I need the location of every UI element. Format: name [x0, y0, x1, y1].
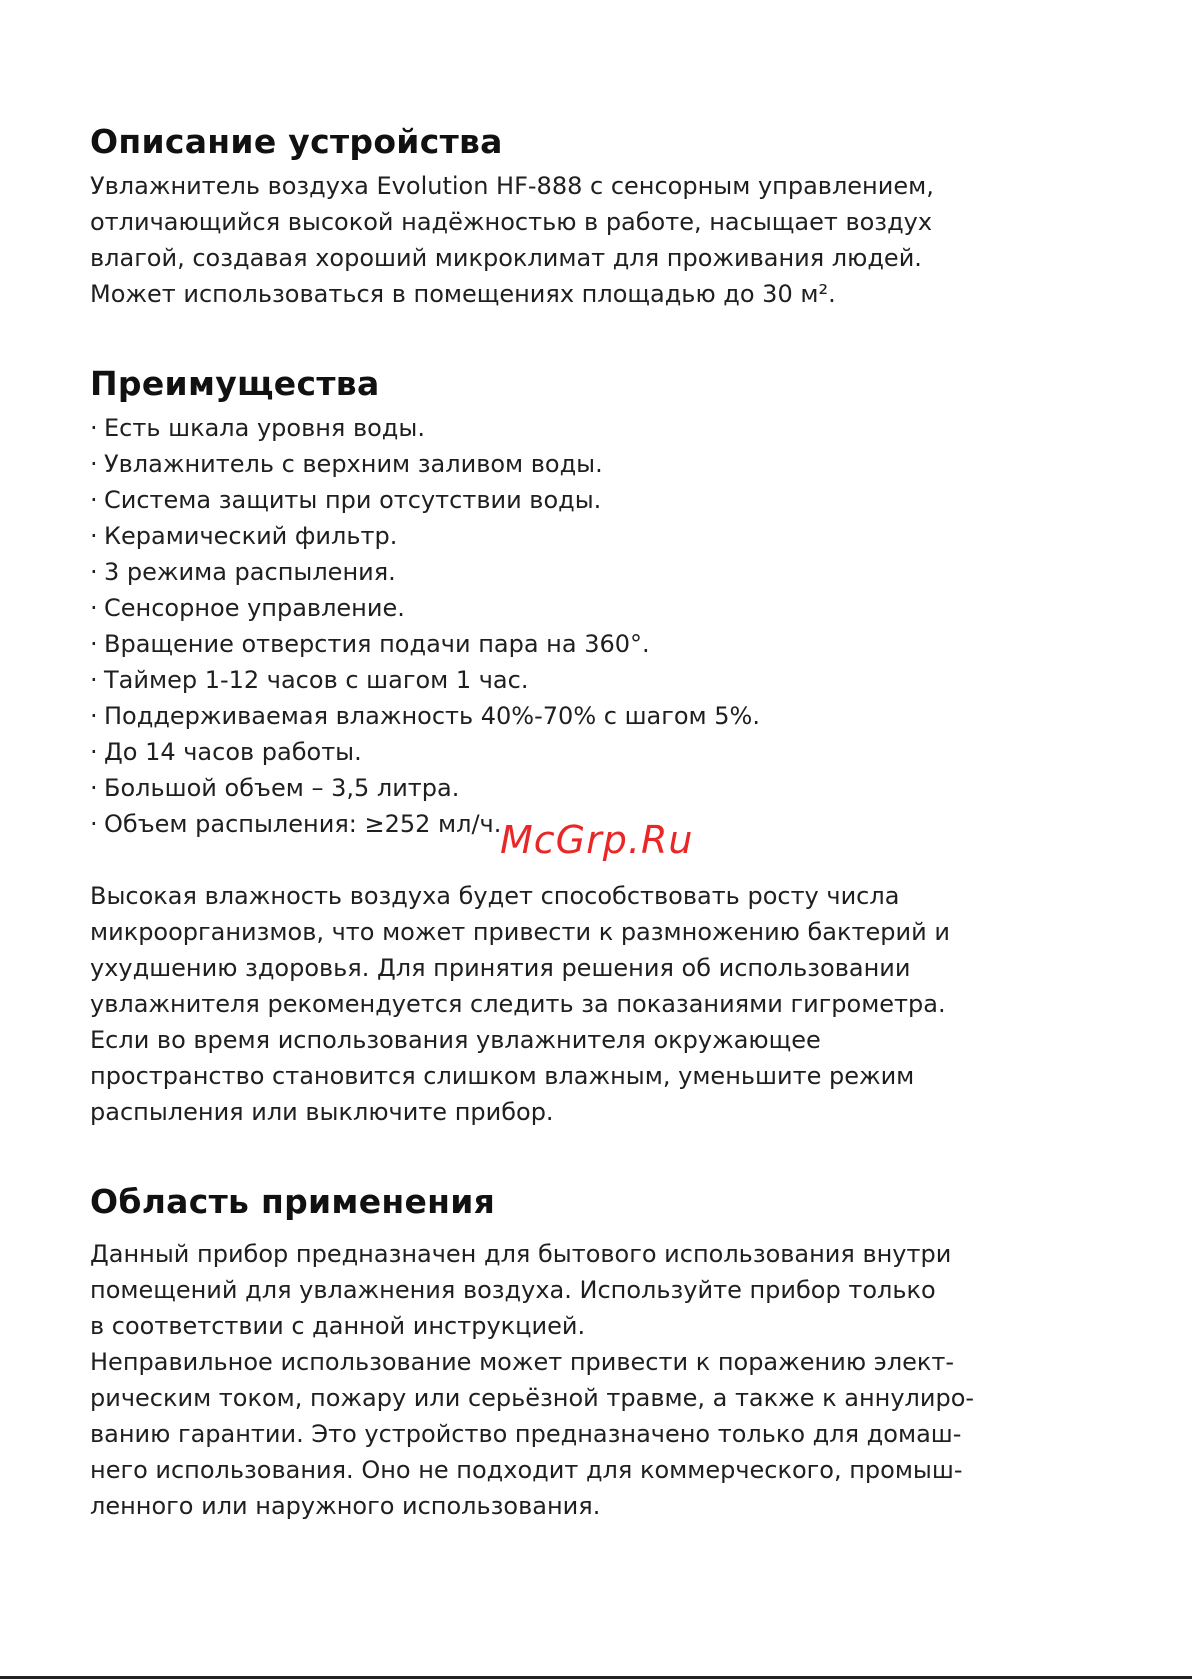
list-item [90, 698, 1110, 734]
spacer [90, 1130, 1110, 1182]
list-item [90, 554, 1110, 590]
list-item [90, 410, 1110, 446]
description-line: Может использоваться в помещениях площадью до 30 м². [90, 280, 836, 308]
list-item-text: 3 режима распыления. [104, 558, 396, 586]
warning-line: Если во время использования увлажнителя окружающее [90, 1026, 821, 1054]
bullet-icon: · [90, 414, 98, 442]
watermark-logo: McGrp.Ru [500, 818, 694, 862]
advantages-heading: Преимущества [90, 364, 380, 403]
usage-line: Неправильное использование может привести к поражению элект- [90, 1348, 955, 1376]
list-item-text: Таймер 1-12 часов с шагом 1 час. [104, 666, 529, 694]
list-item-text: Сенсорное управление. [104, 594, 405, 622]
usage-line: помещений для увлажнения воздуха. Используйте прибор только [90, 1276, 936, 1304]
list-item-text: До 14 часов работы. [104, 738, 362, 766]
usage-line: рическим током, пожару или серьёзной травме, а также к аннулиро- [90, 1384, 975, 1412]
list-item-text: Вращение отверстия подачи пара на 360°. [104, 630, 650, 658]
list-item [90, 662, 1110, 698]
list-item [90, 590, 1110, 626]
warning-line: Высокая влажность воздуха будет способствовать росту числа [90, 882, 900, 910]
usage-line: Данный прибор предназначен для бытового использования внутри [90, 1240, 952, 1268]
description-line: влагой, создавая хороший микроклимат для проживания людей. [90, 244, 922, 272]
list-item-text: Поддерживаемая влажность 40%-70% с шагом 5%. [104, 702, 760, 730]
bullet-icon: · [90, 486, 98, 514]
list-item [90, 770, 1110, 806]
usage-line: в соответствии с данной инструкцией. [90, 1312, 586, 1340]
warning-line: увлажнителя рекомендуется следить за показаниями гигрометра. [90, 990, 946, 1018]
list-item [90, 518, 1110, 554]
usage-line: ленного или наружного использования. [90, 1492, 601, 1520]
warning-section [90, 878, 1110, 1130]
bullet-icon: · [90, 774, 98, 802]
advantages-section [90, 364, 1110, 842]
list-item-text: Объем распыления: ≥252 мл/ч. [104, 810, 502, 838]
list-item [90, 482, 1110, 518]
description-line: Увлажнитель воздуха Evolution HF-888 с сенсорным управлением, [90, 172, 934, 200]
bullet-icon: · [90, 702, 98, 730]
usage-heading: Область применения [90, 1182, 496, 1221]
bullet-icon: · [90, 738, 98, 766]
bullet-icon: · [90, 666, 98, 694]
warning-line: пространство становится слишком влажным, уменьшите режим [90, 1062, 915, 1090]
description-heading: Описание устройства [90, 122, 503, 161]
bullet-icon: · [90, 450, 98, 478]
list-item-text: Есть шкала уровня воды. [104, 414, 425, 442]
warning-line: ухудшению здоровья. Для принятия решения об использовании [90, 954, 911, 982]
spacer [90, 312, 1110, 364]
list-item-text: Увлажнитель с верхним заливом воды. [104, 450, 603, 478]
bullet-icon: · [90, 522, 98, 550]
bullet-icon: · [90, 558, 98, 586]
list-item [90, 626, 1110, 662]
usage-section [90, 1182, 1110, 1524]
bullet-icon: · [90, 810, 98, 838]
list-item-text: Большой объем – 3,5 литра. [104, 774, 460, 802]
list-item-text: Керамический фильтр. [104, 522, 398, 550]
usage-line: ванию гарантии. Это устройство предназначено только для домаш- [90, 1420, 962, 1448]
usage-line: него использования. Оно не подходит для коммерческого, промыш- [90, 1456, 963, 1484]
warning-line: микроорганизмов, что может привести к размножению бактерий и [90, 918, 950, 946]
warning-line: распыления или выключите прибор. [90, 1098, 554, 1126]
description-line: отличающийся высокой надёжностью в работе, насыщает воздух [90, 208, 933, 236]
advantages-list [90, 410, 1110, 842]
list-item [90, 446, 1110, 482]
bullet-icon: · [90, 630, 98, 658]
description-section [90, 122, 1110, 312]
list-item [90, 734, 1110, 770]
bullet-icon: · [90, 594, 98, 622]
list-item-text: Система защиты при отсутствии воды. [104, 486, 602, 514]
